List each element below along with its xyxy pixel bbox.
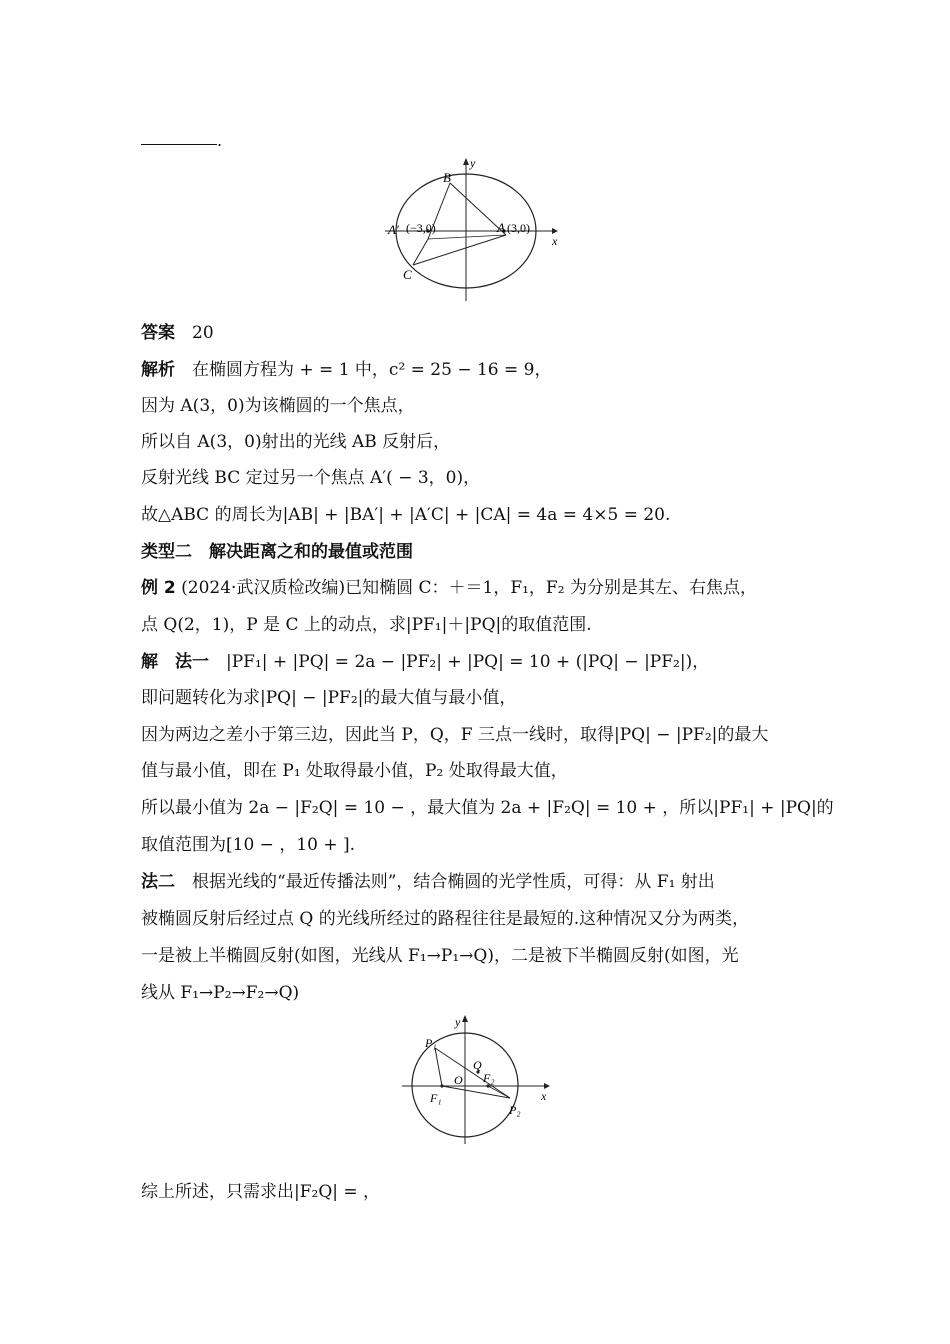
method2-line-1	[141, 871, 715, 893]
y-axis-arrow	[462, 1015, 468, 1022]
solution-text-1: |PF₁| + |PQ| = 2a − |PF₂| + |PQ| = 10 + (|PQ| − |PF₂|)，	[226, 652, 710, 672]
analysis-line-2: 因为 A(3，0)为该椭圆的一个焦点，	[141, 396, 415, 416]
blank-period: .	[217, 131, 223, 150]
solution-line-4: 值与最小值，即在 P₁ 处取得最小值，P₂ 处取得最大值，	[141, 761, 568, 781]
analysis-line-1	[141, 359, 552, 381]
label-B: B	[443, 170, 451, 185]
example-text-1: (2024·武汉质检改编)已知椭圆 C：＋＝1，F₁，F₂ 为分别是其左、右焦点，	[181, 578, 757, 598]
ray-P1-P2	[435, 1048, 510, 1098]
solution-line-2: 即问题转化为求|PQ| − |PF₂|的最大值与最小值，	[141, 688, 517, 708]
example-label: 例 2	[141, 578, 176, 598]
label-y: y	[455, 1015, 461, 1029]
answer-value: 20	[192, 323, 214, 343]
label-x: x	[541, 1089, 547, 1103]
analysis-label: 解析	[141, 360, 175, 380]
solution-line-1	[141, 651, 709, 673]
method2-text-1: 根据光线的“最近传播法则”，结合椭圆的光学性质，可得：从 F₁ 射出	[192, 872, 715, 892]
solution-line-6: 取值范围为[10 − ，10 + ].	[141, 835, 356, 855]
method2-line-2: 被椭圆反射后经过点 Q 的光线所经过的路程往往是最短的.这种情况又分为两类，	[141, 909, 750, 929]
label-A-coords: (3,0)	[507, 221, 530, 235]
solution-line-5: 所以最小值为 2a − |F₂Q| = 10 − ，最大值为 2a + |F₂Q| = 10 + ，所以|PF₁| + |PQ|的	[141, 798, 834, 818]
example-line-2: 点 Q(2，1)，P 是 C 上的动点，求|PF₁|＋|PQ|的取值范围.	[141, 615, 592, 635]
answer-blank	[141, 144, 217, 145]
label-x: x	[552, 234, 558, 248]
method2-label: 法二	[141, 872, 175, 892]
segment-A-C	[413, 235, 506, 265]
label-A: A	[497, 220, 505, 235]
label-P2: P₂	[509, 1103, 521, 1117]
method2-line-4: 线从 F₁→P₂→F₂→Q)	[141, 983, 300, 1003]
label-Q: Q	[473, 1058, 482, 1072]
method2-line-3: 一是被上半椭圆反射(如图，光线从 F₁→P₁→Q)，二是被下半椭圆反射(如图，光	[141, 946, 739, 966]
answer-line	[141, 322, 214, 344]
label-A1: A′	[388, 222, 399, 237]
solution-line-3: 因为两边之差小于第三边，因此当 P，Q，F 三点一线时，取得|PQ| − |PF₂|的最大	[141, 725, 769, 745]
analysis-line-5: 故△ABC 的周长为|AB| + |BA′| + |A′C| + |CA| = 4a = 4×5 = 20.	[141, 505, 671, 525]
analysis-line-4: 反射光线 BC 定过另一个焦点 A′( − 3，0)，	[141, 468, 481, 488]
ray-F1-P1	[435, 1048, 442, 1086]
label-C: C	[403, 267, 412, 282]
example-line-1	[141, 577, 757, 599]
label-F1: F₁	[430, 1091, 442, 1105]
section-title: 类型二 解决距离之和的最值或范围	[141, 542, 413, 562]
analysis-line-3: 所以自 A(3，0)射出的光线 AB 反射后，	[141, 432, 451, 452]
solution-label: 解 法一	[141, 652, 209, 672]
label-A1-coords: (−3,0)	[406, 221, 436, 235]
label-O: O	[454, 1073, 463, 1087]
answer-label: 答案	[141, 323, 175, 343]
label-F2: F₂	[483, 1071, 495, 1085]
figure-ellipse-triangle	[380, 155, 570, 305]
focus-F1	[440, 1084, 443, 1087]
figure-ellipse-reflection	[398, 1012, 560, 1148]
label-y: y	[470, 156, 476, 170]
summary-line: 综上所述，只需求出|F₂Q| = ，	[141, 1182, 381, 1202]
label-P1: P₁	[425, 1036, 437, 1050]
analysis-text-1: 在椭圆方程为 + = 1 中，c² = 25 − 16 = 9，	[192, 360, 552, 380]
y-axis-arrow	[463, 158, 469, 165]
